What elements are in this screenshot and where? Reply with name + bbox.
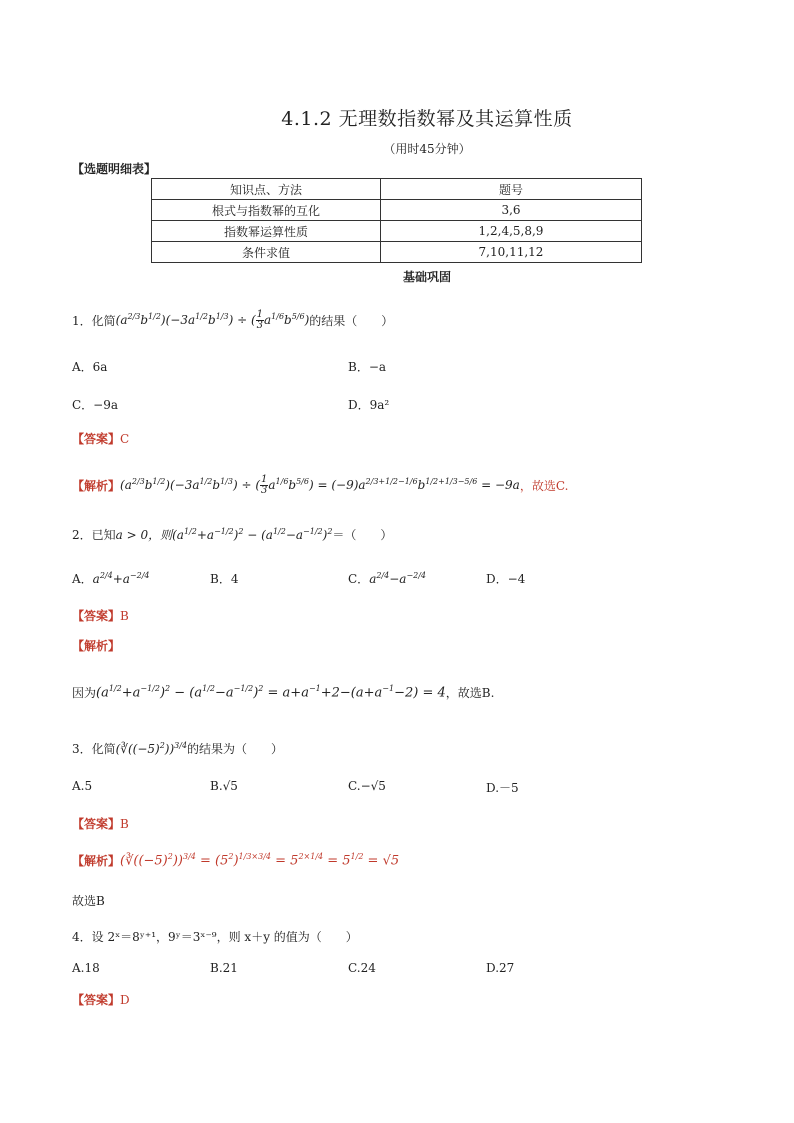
analysis-conclusion: ，故选B. (445, 685, 495, 700)
expression: $(a^{1/2}+a^{-1/2})^2 - (a^{1/2}-a^{-1/2})^2$ (172, 527, 333, 542)
answer-label: 【答案】 (72, 817, 121, 831)
analysis-expression: $(∛((-5)^2))^{3/4} = (5^2)^{1/3\times 3/4} = 5^{2\times 1/4} = 5^{1/2} = √5$ (120, 851, 400, 869)
option-expression: $a^{2/4}+a^{-2/4}$ (92, 571, 150, 586)
table-cell: 根式与指数幂的互化 (152, 200, 381, 221)
analysis-label: 【解析】 (72, 478, 121, 493)
analysis-conclusion: ，故选C. (519, 478, 569, 493)
page-title: 4.1.2 无理数指数幂及其运算性质 (281, 108, 573, 130)
expression: $(a^{2/3}b^{1/2})(-3a^{1/2}b^{1/3})$ ÷ ( $\frac{1}{3}$ $a^{1/6}b^{5/6}$) (115, 308, 310, 331)
option-expression: $a^{2/4}-a^{-2/4}$ (369, 571, 427, 586)
question-number: 3．化简 (72, 741, 116, 756)
answer-label: 【答案】 (72, 432, 121, 446)
option-b: B．−a (348, 360, 387, 374)
table-label: 【选题明细表】 (72, 162, 157, 176)
table-cell: 指数幂运算性质 (152, 221, 381, 242)
analysis-line (72, 668, 494, 716)
option-c: C.24 (348, 961, 376, 975)
option-d: D．−4 (486, 572, 526, 586)
option-a: A.5 (72, 779, 93, 793)
option-d: D．9a² (348, 398, 390, 412)
option-label: A． (72, 572, 93, 586)
answer-line (72, 815, 129, 832)
option-b: B.√5 (210, 779, 238, 793)
question-1 (72, 302, 393, 338)
section-heading: 基础巩固 (402, 270, 451, 284)
question-4: 4．设 2ˣ＝8ʸ⁺¹，9ʸ＝3ˣ⁻⁹，则 x＋y 的值为（ ） (72, 930, 358, 944)
table-row (152, 221, 642, 242)
option-d: D.27 (486, 961, 515, 975)
table-row (152, 242, 642, 263)
option-a (72, 570, 150, 587)
answer-value: D (120, 993, 130, 1007)
analysis-line (72, 468, 568, 502)
question-number: 2．已知 (72, 528, 116, 542)
table-header-row (152, 179, 642, 200)
question-3 (72, 734, 283, 762)
table-cell: 条件求值 (152, 242, 381, 263)
option-c: C.−√5 (348, 779, 386, 793)
question-suffix: ＝（ ） (332, 528, 393, 542)
option-label: C． (348, 572, 370, 586)
analysis-label: 【解析】 (72, 853, 121, 868)
question-number: 1．化简 (72, 313, 116, 328)
analysis-line (72, 846, 399, 874)
analysis-conclusion: 故选B (72, 894, 105, 908)
option-a: A．6a (72, 360, 108, 374)
answer-line (72, 607, 129, 624)
answer-line (72, 991, 130, 1008)
option-b: B．4 (210, 572, 239, 586)
answer-line (72, 430, 129, 447)
option-d: D.－5 (486, 781, 519, 795)
option-c: C．−9a (72, 398, 119, 412)
analysis-expression: $(a^{1/2}+a^{-1/2})^2 - (a^{1/2}-a^{-1/2})^2 = a+a^{-1}+2-(a+a^{-1}-2) = 4$ (96, 683, 446, 701)
table-cell: 1,2,4,5,8,9 (381, 221, 642, 242)
answer-label: 【答案】 (72, 993, 121, 1007)
option-b: B.21 (210, 961, 238, 975)
question-suffix: 的结果（ ） (309, 313, 394, 328)
option-a: A.18 (72, 961, 100, 975)
analysis-expression: $(a^{2/3}b^{1/2})(-3a^{1/2}b^{1/3})$ ÷ ( $\frac{1}{3}$ $a^{1/6}b^{5/6}) = (-9)a^{2/3+1/2-1/6}b^{1/2+1/3-5/6} = -9a$ (120, 473, 520, 496)
table-header-cell: 题号 (381, 179, 642, 200)
table-cell: 7,10,11,12 (381, 242, 642, 263)
condition: a > 0，则 (115, 528, 173, 542)
table-row (152, 200, 642, 221)
answer-value: B (120, 817, 129, 831)
analysis-label-text: 【解析】 (72, 639, 121, 653)
time-note: （用时45分钟） (383, 142, 471, 156)
because-text: 因为 (72, 685, 97, 700)
table-cell: 3,6 (381, 200, 642, 221)
answer-value: B (120, 609, 129, 623)
topic-table (151, 178, 642, 263)
question-suffix: 的结果为（ ） (187, 741, 284, 756)
answer-label: 【答案】 (72, 609, 121, 623)
option-c (348, 570, 426, 587)
question-2 (72, 526, 392, 543)
analysis-label (72, 637, 120, 654)
expression: $(∛((-5)^2))^{3/4}$ (115, 740, 188, 756)
table-header-cell: 知识点、方法 (152, 179, 381, 200)
answer-value: C (120, 432, 130, 446)
